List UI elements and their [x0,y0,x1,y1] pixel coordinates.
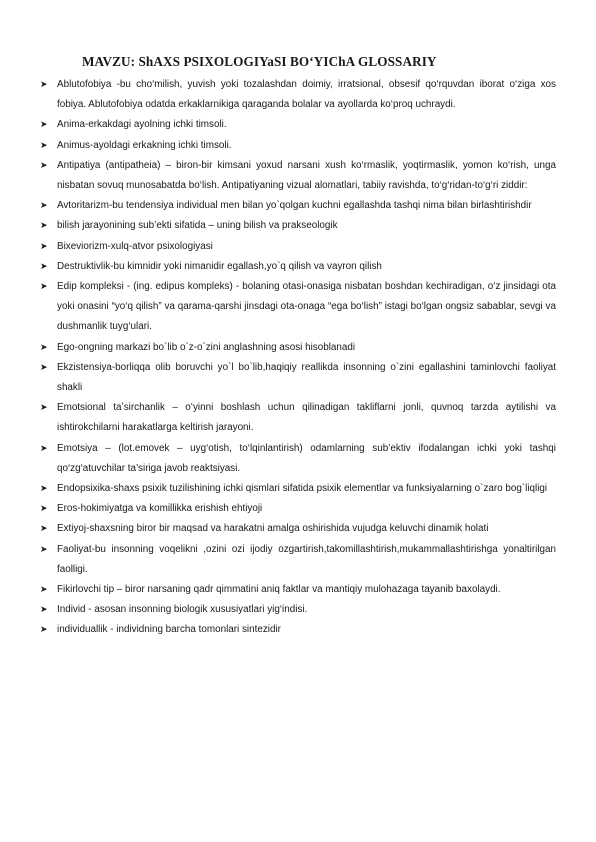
arrow-bullet-icon: ➤ [40,504,48,515]
arrow-bullet-icon: ➤ [40,484,48,495]
arrow-bullet-icon: ➤ [40,585,48,596]
list-item [40,439,556,479]
list-item [40,338,556,358]
arrow-bullet-icon: ➤ [40,140,48,151]
list-item [40,196,556,216]
list-item [40,620,556,640]
list-item-text: individuallik - individning barcha tomonlari sintezidir [57,624,281,636]
arrow-bullet-icon: ➤ [40,282,48,293]
list-item-text: Avtoritarizm-bu tendensiya individual men bilan yo`qolgan kuchni egallashda tashqi nima bilan birlashtirishdir [57,200,532,212]
list-item [40,75,556,115]
arrow-bullet-icon: ➤ [40,120,48,131]
list-item-text: Emotsiya – (lot.emovek – uyg‘otish, to‘lqinlantirish) odamlarning sub’ektiv ifodalangan ichki yoki tashqi qo‘zg‘atuvchilar ta’siriga javob reaktsiyasi. [57,442,556,474]
list-item [40,358,556,398]
list-item-text: Eros-hokimiyatga va komillikka erishish ehtiyoji [57,503,263,515]
list-item [40,540,556,580]
list-item-text: Extiyoj-shaxsning biror bir maqsad va harakatni amalga oshirishida vujudga keluvchi dinamik holati [57,523,489,535]
list-item-text: Ablutofobiya -bu cho‘milish, yuvish yoki tozalashdan doimiy, irratsional, obsesif qo‘rquvdan iborat o‘ziga xos fobiya. Ablutofobiya odatda erkaklarnikiga qaraganda bolalar va ayollarda ko‘proq uchraydi. [57,79,556,111]
list-item-text: Individ - asosan insonning biologik xususiyatlari yig‘indisi. [57,604,308,616]
arrow-bullet-icon: ➤ [40,524,48,535]
glossary-list [40,75,556,641]
list-item [40,499,556,519]
list-item-text: Ego-ongning markazi bo`lib o`z-o`zini anglashning asosi hisoblanadi [57,341,356,353]
list-item [40,136,556,156]
arrow-bullet-icon: ➤ [40,221,48,232]
list-item [40,580,556,600]
list-item-text: Edip kompleksi - (ing. edipus kompleks) - bolaning otasi-onasiga nisbatan boshdan kechiradigan, o‘z jinsidagi ota yoki onasini “yo‘q qilish” va qarama-qarshi jinsdagi ota-onaga “ega bo‘lish” istagi bo‘lgan ongsiz sabablar, sevgi va dushmanlik tuyg‘ulari. [57,281,556,333]
list-item [40,519,556,539]
list-item [40,600,556,620]
list-item [40,277,556,338]
arrow-bullet-icon: ➤ [40,342,48,353]
list-item-text: Fikirlovchi tip – biror narsaning qadr qimmatini aniq faktlar va mantiqiy mulohazaga tayanib baxolaydi. [57,584,501,596]
arrow-bullet-icon: ➤ [40,443,48,454]
list-item [40,398,556,438]
arrow-bullet-icon: ➤ [40,201,48,212]
list-item [40,115,556,135]
arrow-bullet-icon: ➤ [40,261,48,272]
list-item-text: Endopsixika-shaxs psixik tuzilishining ichki qismlari sifatida psixik elementlar va funksiyalarning o`zaro bog`liqligi [57,483,548,495]
list-item [40,257,556,277]
arrow-bullet-icon: ➤ [40,80,48,90]
page-title: MAVZU: ShAXS PSIXOLOGIYaSI BO‘YIChA GLOSSARIY [82,54,437,69]
list-item [40,156,556,196]
list-item [40,237,556,257]
list-item [40,479,556,499]
arrow-bullet-icon: ➤ [40,625,48,636]
list-item-text: Anima-erkakdagi ayolning ichki timsoli. [57,119,227,131]
arrow-bullet-icon: ➤ [40,544,48,555]
list-item-text: Animus-ayoldagi erkakning ichki timsoli. [57,139,232,151]
list-item-text: Bixeviorizm-xulq-atvor psixologiyasi [57,240,213,252]
list-item-text: Ekzistensiya-borliqqa olib boruvchi yo`l bo`lib,haqiqiy reallikda insonning o`zini egallashini taminlovchi faoliyat shakli [57,361,556,394]
arrow-bullet-icon: ➤ [40,241,48,252]
arrow-bullet-icon: ➤ [40,160,48,171]
list-item-text: Emotsional taʼsirchanlik – oʻyinni boshlash uchun qilinadigan takliflarni jonli, quvnoq tarzda aytilishi va ishtirokchilarni harakatlarga keltirish jarayoni. [57,402,556,434]
list-item-text: Faoliyat-bu insonning voqelikni ,ozini ozi ijodiy ozgartirish,takomillashtirish,mukammallashtirishga yonaltirilgan faolligi. [57,543,556,575]
list-item-text: Antipatiya (antipatheia) – biron-bir kimsani yoxud narsani xush ko‘rmaslik, yoqtirmaslik, yomon ko‘rish, unga nisbatan sovuq munosabatda bo‘lish. Antipatiyaning vizual alomatlari, tabiiy ravishda, to‘g‘ridan-to‘g‘ri ziddir: [57,159,556,192]
list-item-text: Destruktivlik-bu kimnidir yoki nimanidir egallash,yo`q qilish va vayron qilish [57,260,382,272]
arrow-bullet-icon: ➤ [40,605,48,616]
arrow-bullet-icon: ➤ [40,362,48,373]
list-item-text: bilish jarayonining sub’ekti sifatida – uning bilish va prakseologik [57,220,338,232]
list-item [40,216,556,236]
arrow-bullet-icon: ➤ [40,403,48,414]
